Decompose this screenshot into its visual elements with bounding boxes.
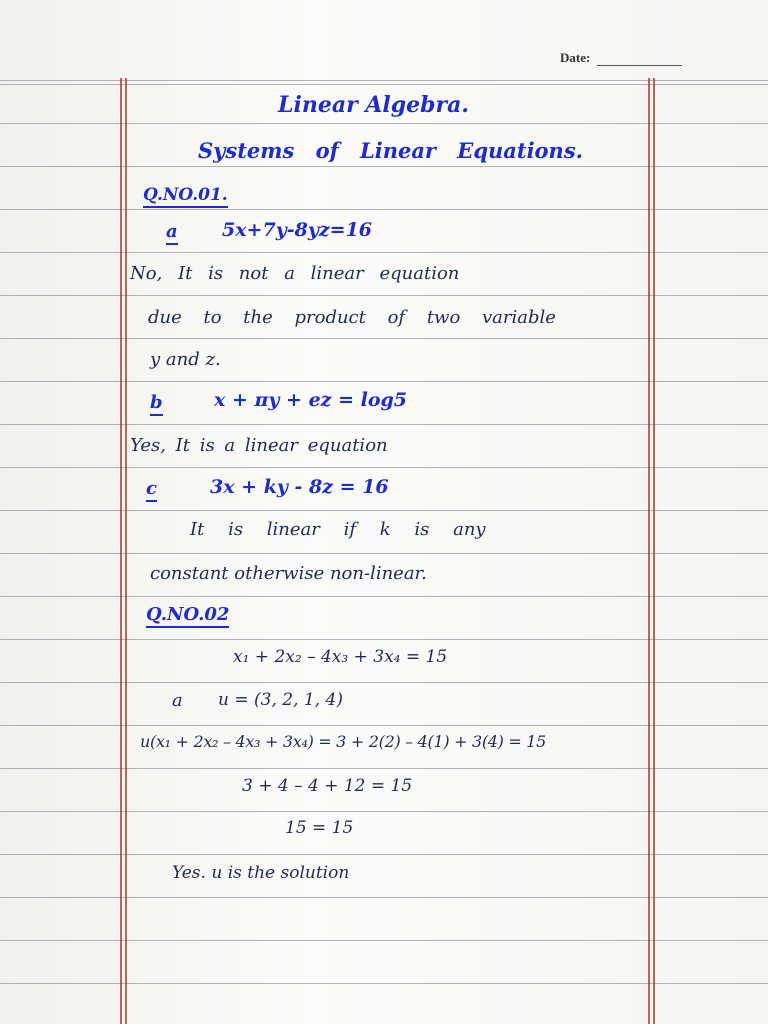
q2-simplify: 3 + 4 – 4 + 12 = 15 <box>242 776 413 796</box>
q2-substitution: u(x₁ + 2x₂ – 4x₃ + 3x₄) = 3 + 2(2) – 4(1) + 3(4) = 15 <box>140 732 547 751</box>
right-margin-line-inner <box>653 78 655 1024</box>
q1-a-answer-line3: y and z. <box>150 349 221 370</box>
page-title: Linear Algebra. <box>278 92 470 118</box>
date-label: Date: <box>560 50 591 65</box>
q2-conclusion: Yes. u is the solution <box>172 863 350 883</box>
q1-a-equation: 5x+7y-8yz=16 <box>222 219 373 241</box>
q1-b-answer: Yes, It is a linear equation <box>130 435 388 456</box>
q1-heading: Q.NO.01. <box>143 185 228 208</box>
left-margin-line-inner <box>125 78 127 1024</box>
q2-heading: Q.NO.02 <box>146 604 229 628</box>
left-margin-line <box>120 78 122 1024</box>
q1-a-answer-line1: No, It is not a linear equation <box>130 263 460 284</box>
q2-u-value: u = (3, 2, 1, 4) <box>218 690 343 710</box>
q2-result: 15 = 15 <box>285 818 354 838</box>
q1-c-answer-line1: It is linear if k is any <box>190 519 486 540</box>
q1-c-equation: 3x + ky - 8z = 16 <box>210 476 389 498</box>
q1-c-label: c <box>146 478 157 502</box>
q1-c-answer-line2: constant otherwise non-linear. <box>150 563 427 584</box>
date-line <box>597 65 682 66</box>
q1-b-label: b <box>150 392 163 416</box>
q2-a-label: a <box>172 690 183 711</box>
q1-b-equation: x + πy + ez = log5 <box>214 389 407 411</box>
right-margin-line <box>648 78 650 1024</box>
q2-equation: x₁ + 2x₂ – 4x₃ + 3x₄ = 15 <box>233 647 448 667</box>
q1-a-answer-line2: due to the product of two variable <box>148 307 556 328</box>
page-subtitle: Systems of Linear Equations. <box>198 138 583 163</box>
q1-a-label: a <box>166 221 178 245</box>
